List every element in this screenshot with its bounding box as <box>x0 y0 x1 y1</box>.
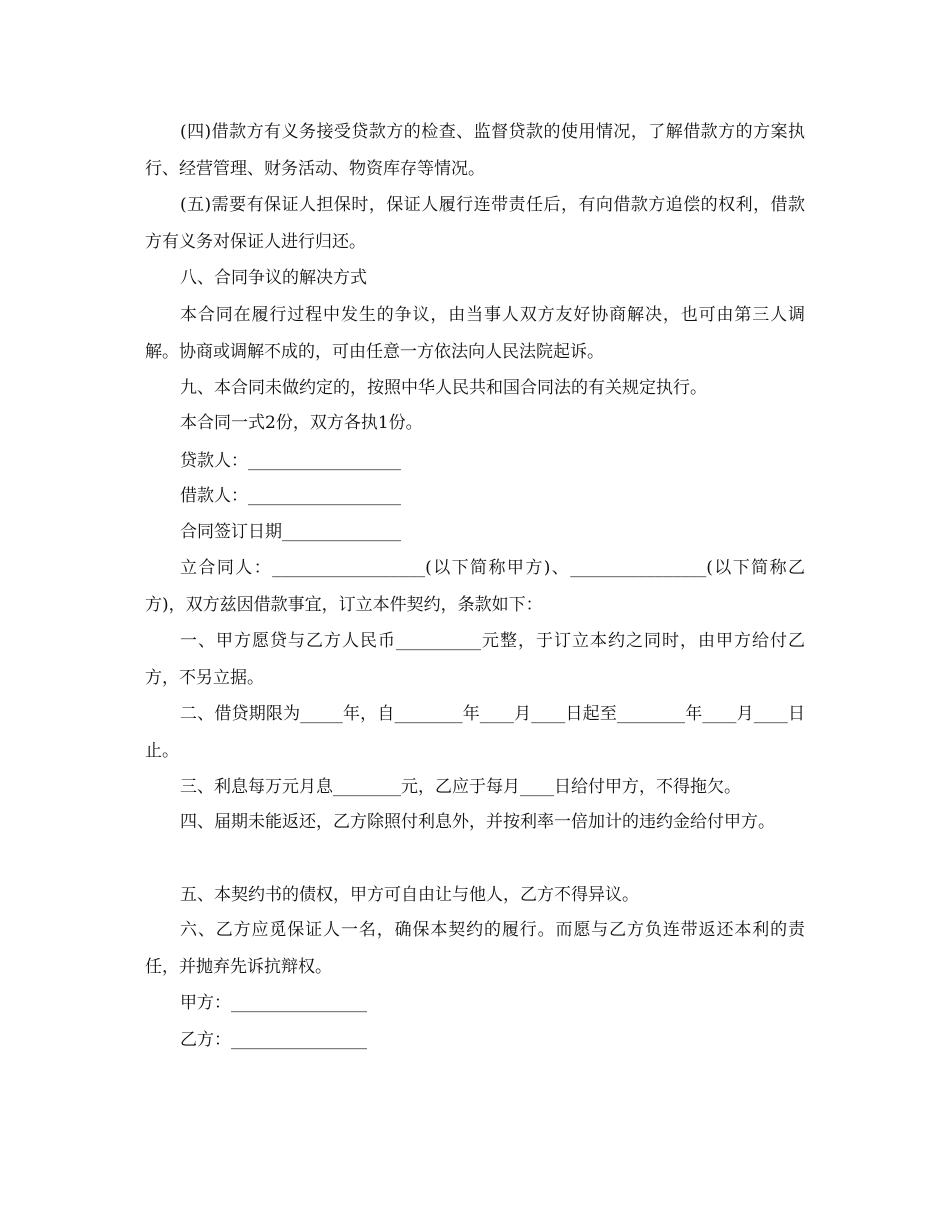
signing-date: 合同签订日期______________ <box>180 522 401 542</box>
clause-2-loan-term: 二、借贷期限为_____年，自________年____月____日起至________年____月____日止。 <box>145 704 805 761</box>
clause-4-default-penalty: 四、届期未能返还，乙方除照付利息外，并按利率一倍加计的违约金给付甲方。 <box>180 812 775 832</box>
clause-3-interest: 三、利息每万元月息________元，乙应于每月____日给付甲方，不得拖欠。 <box>180 777 741 797</box>
paragraph-guarantor-recourse: (五)需要有保证人担保时，保证人履行连带责任后，有向借款方追偿的权利，借款方有义务对保证人进行归还。 <box>145 195 805 252</box>
signature-party-b: 乙方：________________ <box>180 1030 367 1050</box>
clause-1-loan-amount: 一、甲方愿贷与乙方人民币__________元整，于订立本约之同时，由甲方给付乙方，不另立据。 <box>145 631 805 688</box>
paragraph-contract-law-clause: 九、本合同未做约定的，按照中华人民共和国合同法的有关规定执行。 <box>180 378 707 398</box>
paragraph-contracting-parties: 立合同人：__________________(以下简称甲方)、________________(以下简称乙方)，双方兹因借款事宜，订立本件契约，条款如下： <box>145 558 805 615</box>
clause-5-transfer-rights: 五、本契约书的债权，甲方可自由让与他人，乙方不得异议。 <box>180 885 639 905</box>
signature-borrower: 借款人：__________________ <box>180 486 401 506</box>
signature-lender: 贷款人：__________________ <box>180 451 401 471</box>
paragraph-copies: 本合同一式2份，双方各执1份。 <box>180 413 423 433</box>
signature-party-a: 甲方：________________ <box>180 993 367 1013</box>
paragraph-borrower-inspection: (四)借款方有义务接受贷款方的检查、监督贷款的使用情况，了解借款方的方案执行、经营管理、财务活动、物资库存等情况。 <box>145 122 805 179</box>
heading-dispute-resolution: 八、合同争议的解决方式 <box>180 268 367 288</box>
clause-6-guarantor: 六、乙方应觅保证人一名，确保本契约的履行。而愿与乙方负连带返还本利的责任，并抛弃先诉抗辩权。 <box>145 920 805 977</box>
paragraph-dispute-resolution: 本合同在履行过程中发生的争议，由当事人双方友好协商解决，也可由第三人调解。协商或调解不成的，可由任意一方依法向人民法院起诉。 <box>145 305 805 362</box>
